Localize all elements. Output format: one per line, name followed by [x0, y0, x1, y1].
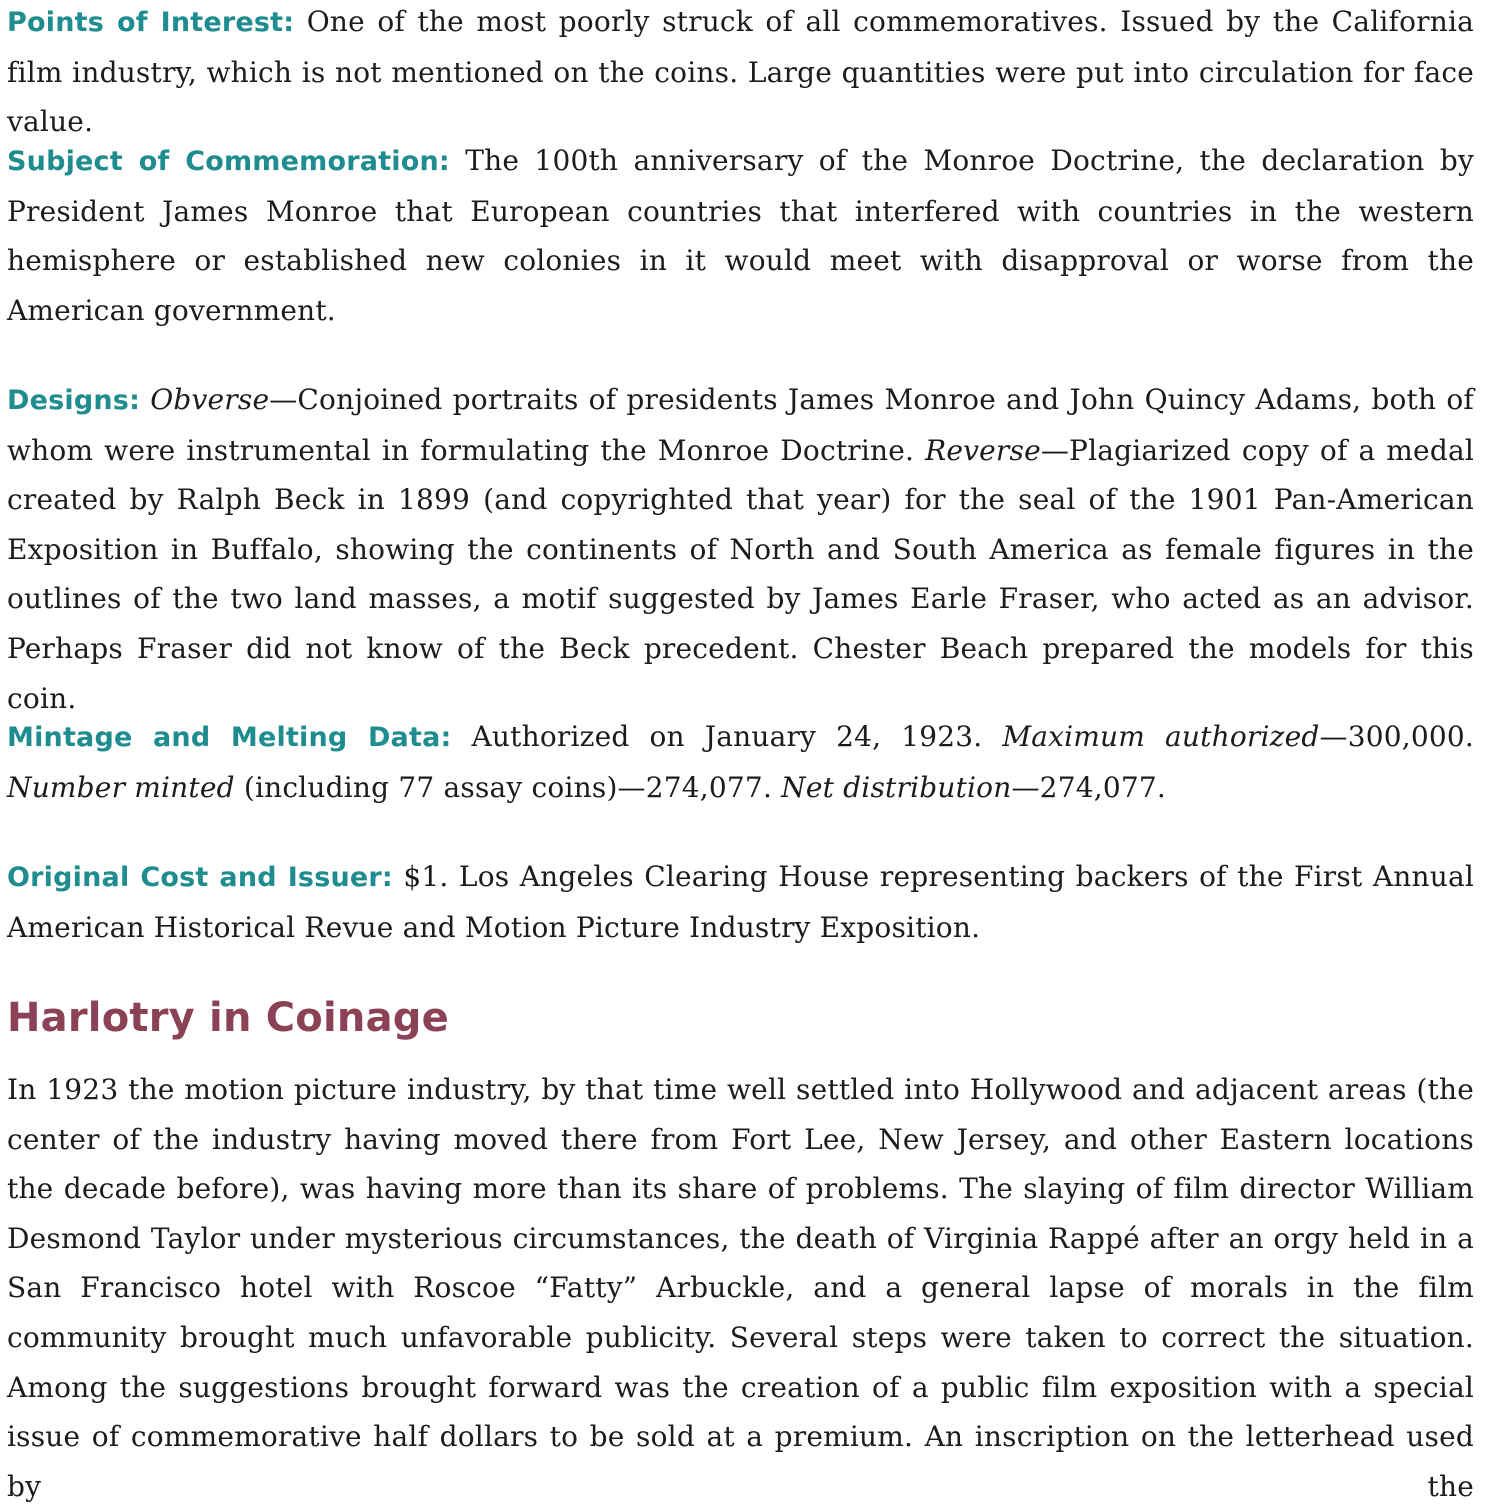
net-distribution-label: Net distribution — [781, 770, 1012, 804]
net-distribution-value: —274,077. — [1011, 770, 1166, 804]
max-authorized-label: Maximum authorized — [1002, 720, 1320, 753]
number-minted-value: (including 77 assay coins)—274,077. — [234, 770, 782, 804]
reverse-label: Reverse — [925, 433, 1041, 467]
designs-label: Designs: — [7, 385, 141, 416]
max-authorized-value: —300,000. — [1319, 720, 1474, 753]
mintage-label: Mintage and Melting Data: — [7, 722, 452, 753]
cost-label: Original Cost and Issuer: — [7, 862, 393, 893]
points-of-interest-text: One of the most poorly struck of all commemoratives. Issued by the California film industry, which is not mentioned on the coins. Large quantities were put into circulation for face value. — [7, 5, 1474, 139]
points-of-interest-paragraph — [7, 0, 1474, 147]
mintage-authorized-text: Authorized on January 24, 1923. — [451, 720, 1003, 753]
subject-text: The 100th anniversary of the Monroe Doctrine, the declaration by President James Monroe that European countries that interfered with countries in the western hemisphere or established new colonies in it would meet with disapproval or worse from the American government. — [7, 144, 1474, 327]
section-body-paragraph: In 1923 the motion picture industry, by that time well settled into Hollywood and adjacent areas (the center of the industry having moved there from Fort Lee, New Jersey, and other Eastern locations the decade before), was having more than its share of problems. The slaying of film director William Desmond Taylor under mysterious circumstances, the death of Virginia Rappé after an orgy held in a San Francisco hotel with Roscoe “Fatty” Arbuckle, and a general lapse of morals in the film community brought much unfavorable publicity. Several steps were taken to correct the situation. Among the suggestions brought forward was the creation of a public film exposition with a special issue of commemorative half dollars to be sold at a premium. An inscription on the letterhead used by the — [7, 1073, 1474, 1503]
points-of-interest-label: Points of Interest: — [7, 7, 295, 38]
designs-paragraph — [7, 375, 1474, 723]
cost-paragraph — [7, 852, 1474, 952]
reverse-text: —Plagiarized copy of a medal created by Ralph Beck in 1899 (and copyrighted that year) for the seal of the 1901 Pan-American Exposition in Buffalo, showing the continents of North and South America as female figures in the outlines of the two land masses, a motif suggested by James Earle Fraser, who acted as an advisor. Perhaps Fraser did not know of the Beck precedent. Chester Beach prepared the models for this coin. — [7, 433, 1474, 715]
subject-paragraph — [7, 136, 1474, 335]
subject-label: Subject of Commemoration: — [7, 146, 450, 177]
section-heading: Harlotry in Coinage — [7, 995, 449, 1041]
mintage-paragraph — [7, 712, 1474, 812]
obverse-text: —Conjoined portraits of presidents James Monroe and John Quincy Adams, both of whom were instrumental in formulating the Monroe Doctrine. — [7, 383, 1474, 467]
number-minted-label: Number minted — [7, 770, 235, 804]
cost-text: $1. Los Angeles Clearing House representing backers of the First Annual American Historical Revue and Motion Picture Industry Exposition. — [7, 860, 1475, 944]
obverse-label: Obverse — [150, 383, 270, 416]
